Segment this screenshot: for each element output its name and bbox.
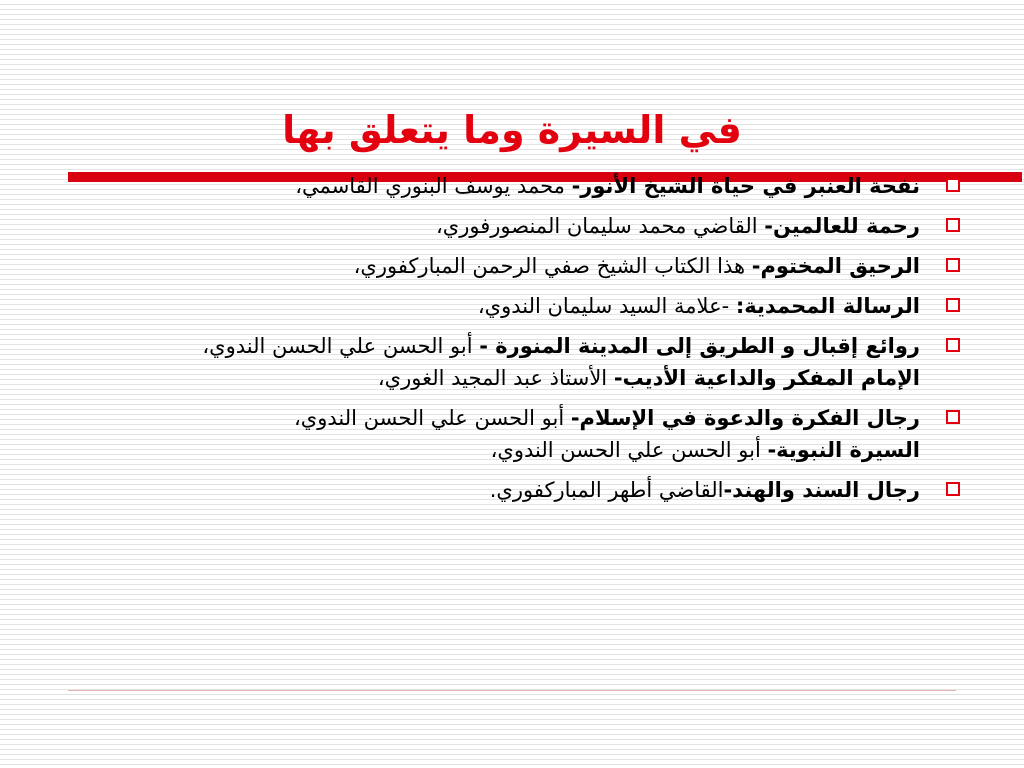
book-author: القاضي محمد سليمان المنصورفوري، — [436, 214, 765, 238]
book-author: الأستاذ عبد المجيد الغوري، — [377, 366, 614, 390]
book-title: رجال السند والهند- — [723, 478, 920, 502]
bullet-item — [110, 170, 960, 202]
footer-rule — [68, 690, 956, 691]
book-author: القاضي أطهر المباركفوري. — [489, 478, 724, 502]
hollow-square-icon — [946, 298, 960, 312]
bullet-line — [110, 362, 920, 394]
bullet-line — [110, 330, 920, 362]
bullet-list — [110, 170, 960, 514]
book-title: الرسالة المحمدية: — [735, 294, 920, 318]
bullet-item — [110, 402, 960, 466]
bullet-item — [110, 474, 960, 506]
book-title: الإمام المفكر والداعية الأديب- — [613, 366, 920, 390]
book-author: أبو الحسن علي الحسن الندوي، — [490, 438, 768, 462]
bullet-line — [110, 474, 920, 506]
bullet-line — [110, 250, 920, 282]
bullet-line — [110, 170, 920, 202]
bullet-line — [110, 210, 920, 242]
hollow-square-icon — [946, 218, 960, 232]
book-author: أبو الحسن علي الحسن الندوي، — [202, 334, 480, 358]
bullet-line — [110, 434, 920, 466]
bullet-line — [110, 290, 920, 322]
hollow-square-icon — [946, 482, 960, 496]
book-title: رجال الفكرة والدعوة في الإسلام- — [570, 406, 920, 430]
bullet-item — [110, 290, 960, 322]
book-author: محمد يوسف البنوري القاسمي، — [295, 174, 572, 198]
hollow-square-icon — [946, 178, 960, 192]
bullet-item — [110, 210, 960, 242]
hollow-square-icon — [946, 258, 960, 272]
book-title: الرحيق المختوم- — [751, 254, 920, 278]
hollow-square-icon — [946, 338, 960, 352]
book-author: هذا الكتاب الشيخ صفي الرحمن المباركفوري، — [353, 254, 752, 278]
bullet-item — [110, 330, 960, 394]
book-author: أبو الحسن علي الحسن الندوي، — [293, 406, 571, 430]
book-title: رحمة للعالمين- — [764, 214, 920, 238]
hollow-square-icon — [946, 410, 960, 424]
slide-title: في السيرة وما يتعلق بها — [282, 108, 742, 152]
bullet-item — [110, 250, 960, 282]
book-title: السيرة النبوية- — [767, 438, 920, 462]
book-author: -علامة السيد سليمان الندوي، — [477, 294, 736, 318]
bullet-line — [110, 402, 920, 434]
book-title: نفحة العنبر في حياة الشيخ الأنور- — [571, 174, 920, 198]
book-title: روائع إقبال و الطريق إلى المدينة المنورة - — [479, 334, 920, 358]
